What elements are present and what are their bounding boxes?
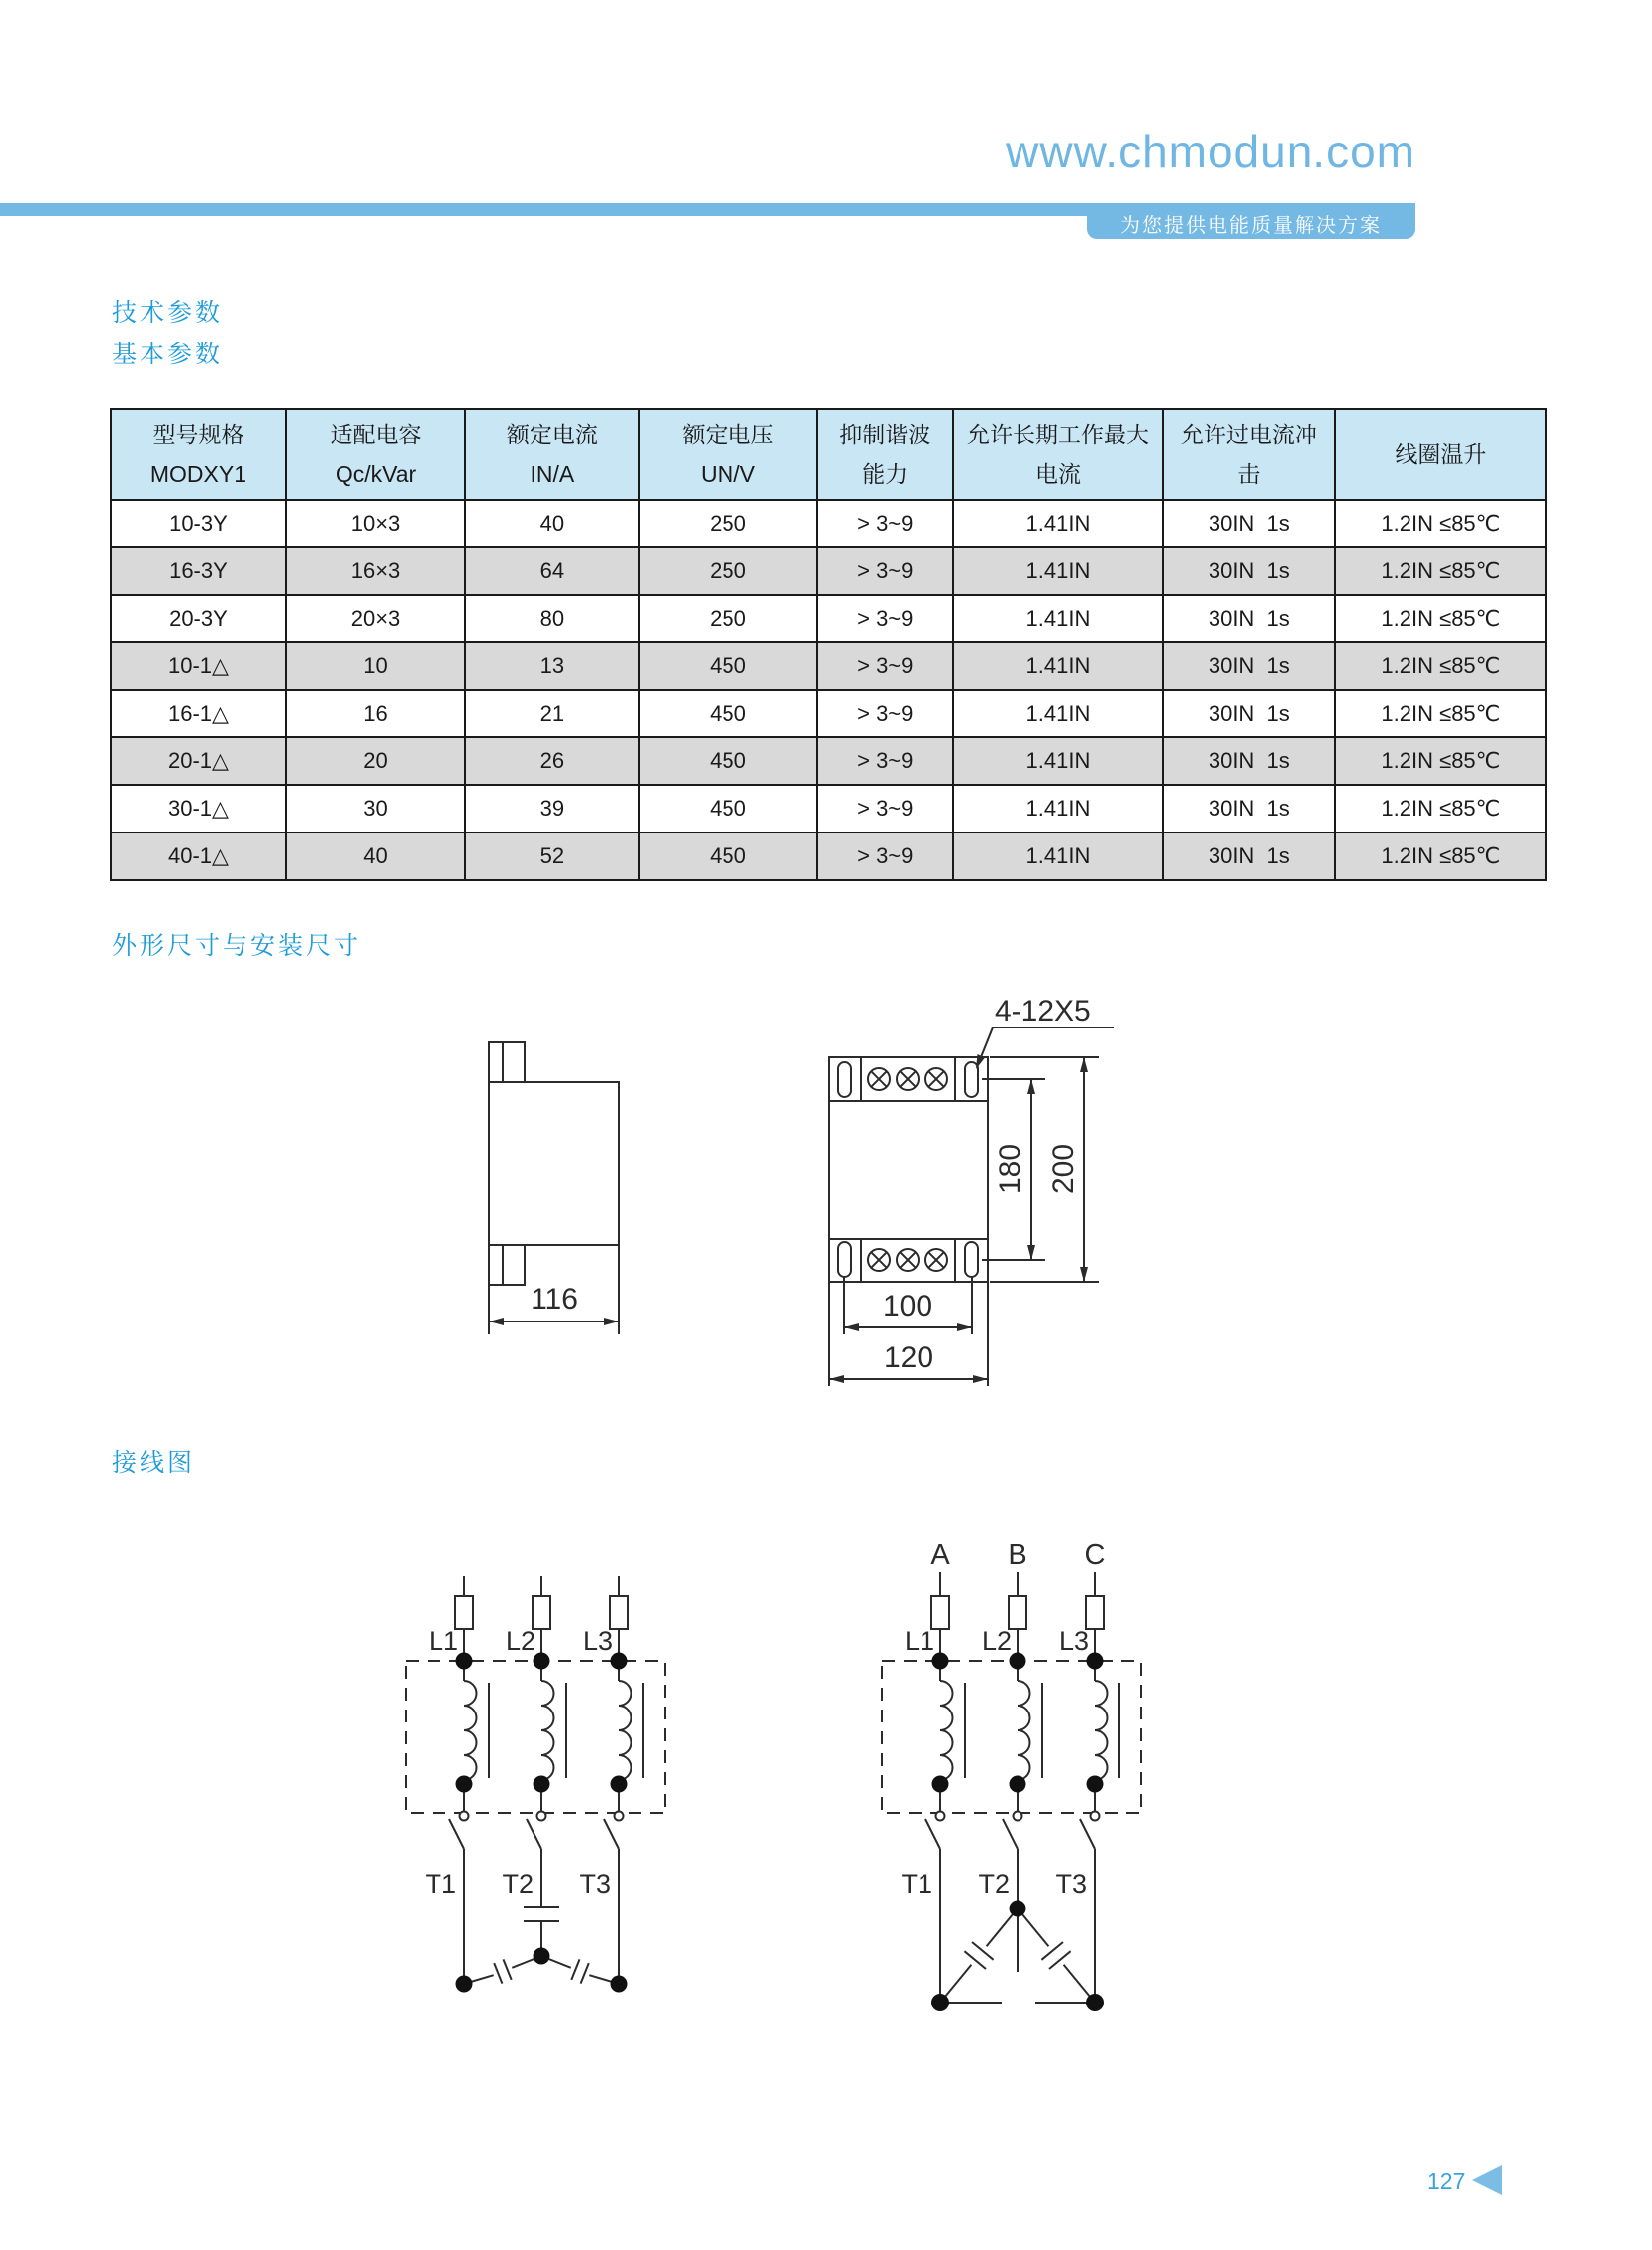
table-cell: 1.41IN — [953, 500, 1163, 547]
table-row — [111, 785, 1546, 832]
table-row — [111, 595, 1546, 642]
table-cell: 1.2IN ≤85℃ — [1335, 595, 1546, 642]
column-header: 允许过电流冲 击 — [1163, 409, 1335, 500]
dimension-arrowheads — [489, 1054, 1088, 1383]
params-table — [110, 408, 1547, 881]
table-cell: 1.2IN ≤85℃ — [1335, 547, 1546, 595]
left-label-T2: T2 — [502, 1869, 534, 1899]
table-cell: 13 — [465, 642, 638, 690]
table-cell: 1.2IN ≤85℃ — [1335, 642, 1546, 690]
table-cell: 20-3Y — [111, 595, 286, 642]
section-title-tech-params: 技术参数 — [112, 299, 224, 327]
table-cell: 10 — [286, 642, 465, 690]
table-cell: 64 — [465, 547, 638, 595]
table-cell: 16-1△ — [111, 690, 286, 737]
table-cell: > 3~9 — [817, 595, 953, 642]
table-cell: 450 — [639, 737, 818, 785]
dim-label-200: 200 — [1047, 1143, 1080, 1195]
table-cell: 30 — [286, 785, 465, 832]
table-cell: 10-3Y — [111, 500, 286, 547]
junction-dots — [456, 1653, 1105, 2012]
table-cell: > 3~9 — [817, 690, 953, 737]
table-cell: 250 — [639, 595, 818, 642]
table-row — [111, 500, 1546, 547]
right-label-L1: L1 — [904, 1626, 934, 1656]
section-title-dimensions: 外形尺寸与安装尺寸 — [112, 932, 362, 960]
right-label-L3: L3 — [1058, 1626, 1089, 1656]
table-cell: 1.41IN — [953, 690, 1163, 737]
right-label-T3: T3 — [1055, 1869, 1087, 1899]
table-cell: 21 — [465, 690, 638, 737]
table-header-row — [111, 409, 1546, 500]
tagline-box — [1087, 203, 1415, 239]
table-cell: 1.2IN ≤85℃ — [1335, 500, 1546, 547]
table-cell: 250 — [639, 547, 818, 595]
right-label-L2: L2 — [981, 1626, 1012, 1656]
table-cell: 30IN 1s — [1163, 737, 1335, 785]
table-cell: 16 — [286, 690, 465, 737]
left-label-L3: L3 — [582, 1626, 613, 1656]
table-cell: 40-1△ — [111, 832, 286, 880]
left-label-L2: L2 — [505, 1626, 535, 1656]
table-cell: 10-1△ — [111, 642, 286, 690]
dim-label-120: 120 — [883, 1341, 934, 1374]
column-header: 型号规格 MODXY1 — [111, 409, 286, 500]
left-label-L1: L1 — [428, 1626, 458, 1656]
table-cell: 30-1△ — [111, 785, 286, 832]
table-row — [111, 547, 1546, 595]
terminal-screw-icons — [868, 1068, 947, 1271]
table-cell: 40 — [465, 500, 638, 547]
table-cell: 1.41IN — [953, 737, 1163, 785]
table-cell: 30IN 1s — [1163, 832, 1335, 880]
column-header: 额定电压 UN/V — [639, 409, 818, 500]
table-cell: > 3~9 — [817, 500, 953, 547]
table-cell: 1.2IN ≤85℃ — [1335, 832, 1546, 880]
website-url: www.chmodun.com — [1006, 126, 1415, 177]
dim-label-100: 100 — [882, 1290, 933, 1322]
dim-label-holes: 4-12X5 — [995, 995, 1091, 1027]
wiring-diagram — [0, 1485, 1652, 2039]
table-cell: 39 — [465, 785, 638, 832]
table-cell: 450 — [639, 690, 818, 737]
left-label-T1: T1 — [425, 1869, 456, 1899]
table-cell: > 3~9 — [817, 737, 953, 785]
table-cell: 450 — [639, 832, 818, 880]
table-cell: > 3~9 — [817, 785, 953, 832]
table-cell: 1.41IN — [953, 785, 1163, 832]
table-cell: > 3~9 — [817, 547, 953, 595]
table-cell: 1.41IN — [953, 547, 1163, 595]
table-cell: 80 — [465, 595, 638, 642]
table-cell: 450 — [639, 785, 818, 832]
table-cell: 20×3 — [286, 595, 465, 642]
table-cell: 52 — [465, 832, 638, 880]
column-header: 额定电流 IN/A — [465, 409, 638, 500]
table-cell: 450 — [639, 642, 818, 690]
dim-label-116: 116 — [531, 1283, 578, 1316]
table-cell: 16-3Y — [111, 547, 286, 595]
column-header: 抑制谐波 能力 — [817, 409, 953, 500]
column-header: 适配电容 Qc/kVar — [286, 409, 465, 500]
page-number: 127 — [1427, 2168, 1466, 2194]
page-corner-triangle-icon — [1472, 2165, 1502, 2195]
right-label-T2: T2 — [978, 1869, 1010, 1899]
column-header: 允许长期工作最大 电流 — [953, 409, 1163, 500]
table-cell: 16×3 — [286, 547, 465, 595]
table-cell: 1.2IN ≤85℃ — [1335, 737, 1546, 785]
right-label-C: C — [1084, 1539, 1106, 1571]
table-row — [111, 690, 1546, 737]
table-row — [111, 737, 1546, 785]
table-cell: 1.41IN — [953, 832, 1163, 880]
table-cell: 1.2IN ≤85℃ — [1335, 690, 1546, 737]
table-cell: 1.41IN — [953, 595, 1163, 642]
tagline-text: 为您提供电能质量解决方案 — [1120, 214, 1382, 237]
table-row — [111, 832, 1546, 880]
table-cell: 1.2IN ≤85℃ — [1335, 785, 1546, 832]
left-label-T3: T3 — [579, 1869, 611, 1899]
table-cell: > 3~9 — [817, 832, 953, 880]
dim-label-180: 180 — [994, 1143, 1026, 1195]
column-header: 线圈温升 — [1335, 409, 1546, 500]
section-title-wiring: 接线图 — [112, 1449, 196, 1477]
table-cell: 26 — [465, 737, 638, 785]
table-cell: 1.41IN — [953, 642, 1163, 690]
table-cell: 30IN 1s — [1163, 595, 1335, 642]
section-title-basic-params: 基本参数 — [112, 341, 224, 368]
right-label-T1: T1 — [901, 1869, 932, 1899]
table-row — [111, 642, 1546, 690]
table-cell: 30IN 1s — [1163, 500, 1335, 547]
table-cell: 40 — [286, 832, 465, 880]
table-cell: 30IN 1s — [1163, 642, 1335, 690]
table-cell: 250 — [639, 500, 818, 547]
table-cell: 30IN 1s — [1163, 690, 1335, 737]
table-cell: 20 — [286, 737, 465, 785]
right-label-A: A — [930, 1539, 950, 1571]
table-cell: > 3~9 — [817, 642, 953, 690]
table-cell: 10×3 — [286, 500, 465, 547]
table-cell: 20-1△ — [111, 737, 286, 785]
dimension-drawing — [0, 990, 1652, 1406]
right-label-B: B — [1008, 1539, 1027, 1571]
table-cell: 30IN 1s — [1163, 785, 1335, 832]
table-cell: 30IN 1s — [1163, 547, 1335, 595]
